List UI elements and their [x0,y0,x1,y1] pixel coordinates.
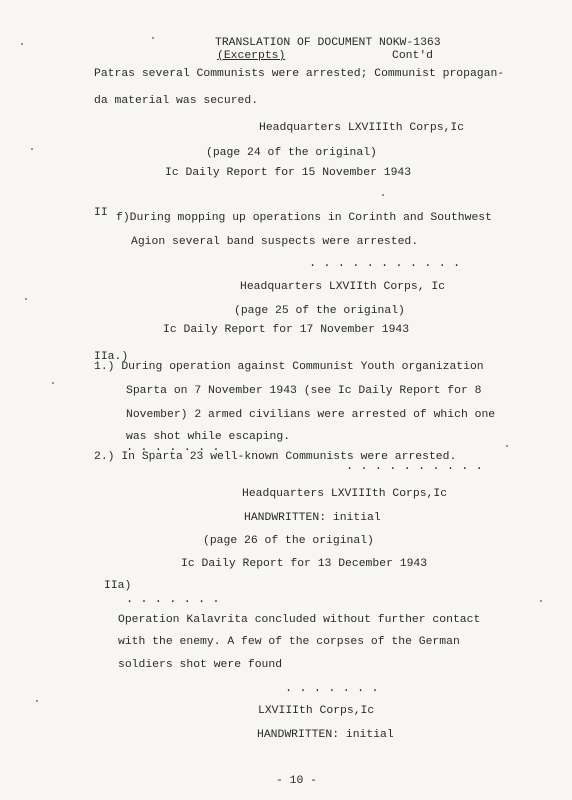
page-reference: (page 26 of the original) [203,535,374,547]
body-line: f)During mopping up operations in Corinth and Southwest [116,212,492,224]
page-number: - 10 - [276,775,318,787]
list-item: 1.) During operation against Communist Youth organization [94,361,484,373]
page-reference: (page 25 of the original) [234,305,405,317]
body-line: soldiers shot were found [118,659,283,671]
scan-speck [382,194,384,196]
body-line: da material was secured. [94,95,259,107]
daily-report-heading: Ic Daily Report for 13 December 1943 [181,558,428,570]
daily-report-heading: Ic Daily Report for 17 November 1943 [163,324,410,336]
scan-speck [31,148,33,150]
list-item-continuation: was shot while escaping. [126,431,291,443]
document-title: TRANSLATION OF DOCUMENT NOKW-1363 [215,37,441,49]
headquarters-line: Headquarters LXVIIth Corps, Ic [240,281,446,293]
section-label: II [94,207,108,219]
body-line: Patras several Communists were arrested; Communist propagan- [94,68,505,80]
headquarters-line: Headquarters LXVIIIth Corps,Ic [259,122,465,134]
scan-speck [25,298,27,300]
excerpts-label: (Excerpts) [217,50,286,62]
scan-speck [36,700,38,702]
body-line: Operation Kalavrita concluded without further contact [118,614,481,626]
page-reference: (page 24 of the original) [206,147,377,159]
handwritten-note: HANDWRITTEN: initial [244,512,381,524]
ellipsis-marker: . . . . . . . [285,681,379,695]
list-item: 2.) In Sparta 23 well-known Communists were arrested. [94,451,457,463]
list-item-continuation: November) 2 armed civilians were arrested of which one [126,409,496,421]
scan-speck [540,600,542,602]
scan-speck [152,37,154,39]
headquarters-line: Headquarters LXVIIIth Corps,Ic [242,488,448,500]
section-label: IIa) [104,580,132,592]
ellipsis-marker: . . . . . . . . . . . [309,256,461,270]
daily-report-heading: Ic Daily Report for 15 November 1943 [165,167,412,179]
section-label: IIa.) [94,351,129,363]
signoff-corps: LXVIIIth Corps,Ic [258,705,375,717]
ellipsis-marker: . . . . . . . [126,592,220,606]
scan-speck [506,445,508,447]
ellipsis-marker: . . . . . . . . . . [346,459,483,473]
handwritten-note: HANDWRITTEN: initial [257,729,394,741]
list-item-continuation: Sparta on 7 November 1943 (see Ic Daily Report for 8 [126,385,482,397]
continued-label: Cont'd [392,50,434,62]
ellipsis-marker: . . . . . . . [126,440,220,454]
body-line: Agion several band suspects were arrested. [131,236,419,248]
body-line: with the enemy. A few of the corpses of the German [118,636,460,648]
scan-speck [52,382,54,384]
scan-speck [21,43,23,45]
